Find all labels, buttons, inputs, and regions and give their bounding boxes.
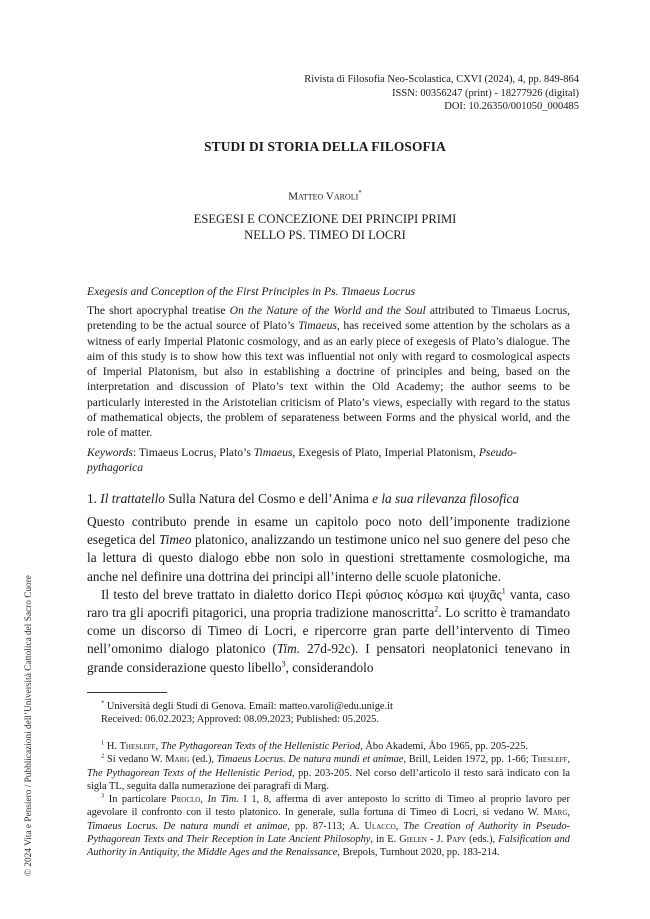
article-title: [0, 211, 650, 243]
footnote-text: The Pythagorean Texts of the Hellenistic Period: [87, 767, 293, 779]
footnote-text: I 1, 8, afferma di aver anteposto lo scritto di Timeo al proprio lavoro per agevolare il confronto con il testo platonico. In generale, sulla fortuna di Timeo di Locri, si vedano W.: [87, 794, 570, 819]
footnote-text: Università degli Studi di Genova. Email: matteo.varoli@edu.unige.it: [106, 701, 393, 712]
paragraph-text: . Lo scritto è tramandato come un discorso di Timeo di Locri, e ripercorre gran parte dell’intervento di Timeo nell’omonimo dialogo platonico (: [87, 605, 570, 657]
footnote-text: ,: [155, 741, 161, 752]
footnote-ref[interactable]: 3: [281, 659, 286, 669]
journal-citation: Rivista di Filosofia Neo-Scolastica, CXVI (2024), 4, pp. 849-864: [304, 74, 579, 85]
journal-doi: DOI: 10.26350/001050_000485: [444, 101, 579, 113]
paragraph-text: Questo contributo prende in esame un capitolo poco noto dell’imponente tradizione esegetica del: [87, 514, 570, 548]
footnote-text: , Brepols, Turnhout 2020, pp. 183-214.: [337, 847, 500, 859]
footnote-text: ,: [567, 754, 570, 766]
paragraph-text: , considerandolo: [285, 659, 374, 675]
footnote-text: In particolare: [108, 794, 171, 806]
footnotes: [87, 740, 570, 860]
footnote-text: Timaeus Locrus. De natura mundi et animae: [216, 754, 404, 766]
footnote-text: Marg: [165, 754, 190, 766]
footnote-text: In Tim.: [207, 794, 239, 806]
footnote-ref[interactable]: 1: [501, 586, 506, 596]
footnote-text: Proclo: [170, 794, 201, 806]
footnote-text: H.: [106, 741, 120, 752]
footnote-text: , pp. 87-113; A.: [287, 820, 365, 832]
paragraph-text: platonico, analizzando un testimone unico nel suo genere del peso che la lettura di questo dialogo ebbe non solo in questioni strettamente cosmologiche, ma anche nel definire una dottrina dei principi all’interno delle scuole platoniche.: [87, 532, 570, 584]
footnote-text: , in E.: [370, 834, 400, 846]
section-heading-text: Il trattatello: [100, 491, 165, 506]
section-heading-text: Sulla Natura del Cosmo e dell’Anima: [164, 491, 373, 506]
author-note-affiliation: [87, 700, 570, 713]
footnote-divider: [87, 692, 167, 693]
footnote-text: (ed.),: [189, 754, 217, 766]
article-title-line-2: NELLO PS. TIMEO DI LOCRI: [244, 228, 406, 242]
keywords-text: Timaeus: [253, 446, 293, 459]
author-footnote-mark: *: [358, 189, 362, 197]
footnote-text: Thesleff: [119, 741, 156, 752]
footnote-text: (eds.),: [466, 834, 499, 846]
section-number: 1.: [87, 491, 101, 506]
keywords-text: Pseudo-pythagorica: [87, 446, 517, 475]
paragraph: [87, 513, 570, 586]
footnote-text: Marg: [543, 807, 568, 819]
footnote-text: , pp. 203-205. Nel corso dell’articolo il testo sarà indicato con la sigla TL, seguita dalla numerazione dei paragrafi di Marg.: [87, 767, 570, 792]
footnote-1: [87, 740, 570, 753]
paragraph-text: Timeo: [158, 532, 192, 548]
footnote-text: The Pythagorean Texts of the Hellenistic Period: [160, 741, 361, 752]
abstract-text: , has received some attention by the scholars as a witness of early Imperial Platonic cosmology, and as an early piece of exegesis of Plato’s dialogue. The aim of this study is to show how this text was influential not only with regard to cosmological aspects of Imperial Platonism, but also in establishing a doctrine of principles and being, based on the interpretation and discussion of Plato’s text within the Old Academy; the author seems to be particularly interested in the Aristotelian criticism of Plato’s views, especially with regard to the status of mathematical objects, the problem of separateness between Forms and the physical world, and the role of matter.: [87, 319, 570, 440]
footnote-text: The Creation of Authority in Pseudo-Pythagorean Texts and Their Reception in Late Ancient Philosophy: [87, 820, 570, 846]
footnote-text: Gielen: [399, 834, 427, 846]
abstract-text: The short apocryphal treatise: [87, 304, 230, 317]
footnote-3: [87, 793, 570, 859]
footnote-text: Timaeus Locrus. De natura mundi et animae: [87, 820, 288, 832]
abstract: [87, 303, 570, 441]
author: [0, 189, 650, 203]
journal-issn: ISSN: 00356247 (print) - 18277926 (digital): [392, 87, 579, 99]
keywords-text: , Exegesis of Plato, Imperial Platonism,: [292, 446, 479, 459]
footnote-mark: *: [101, 699, 105, 707]
paragraph-text: Il testo del breve trattato in dialetto dorico Περὶ φύσιος κόσμω καὶ ψυχᾶς: [101, 586, 502, 602]
abstract-title: Exegesis and Conception of the First Principles in Ps. Timaeus Locrus: [87, 285, 416, 298]
article-title-line-1: ESEGESI E CONCEZIONE DEI PRINCIPI PRIMI: [193, 212, 457, 226]
footnote-mark: 3: [101, 792, 105, 800]
footnote-ref[interactable]: 2: [434, 604, 439, 614]
paragraph-text: vanta, caso raro tra gli apocrifi pitagorici, una propria tradizione manoscritta: [87, 586, 570, 621]
abstract-text: Timaeus: [298, 319, 337, 333]
body-text: [87, 513, 570, 677]
keywords-label: Keywords: [87, 446, 133, 459]
footnote-text: , Åbo Akademi, Åbo 1965, pp. 205-225.: [360, 741, 528, 752]
author-note: [87, 700, 570, 727]
footnote-text: Si vedano W.: [107, 754, 166, 766]
author-name: Matteo Varoli: [288, 190, 359, 203]
footnote-mark: 1: [101, 739, 105, 747]
keywords: [87, 445, 570, 476]
abstract-text: On the Nature of the World and the Soul: [229, 304, 426, 317]
abstract-text: attributed to Timaeus Locrus, pretending to be the actual source of Plato’s: [87, 304, 570, 333]
journal-header: [304, 73, 579, 114]
copyright-side-text: © 2024 Vita e Pensiero / Pubblicazioni dell’Università Cattolica del Sacro Cuore: [24, 575, 34, 876]
section-heading: [87, 491, 519, 507]
author-note-dates: Received: 06.02.2023; Approved: 08.09.2023; Published: 05.2025.: [101, 714, 379, 726]
footnote-text: ,: [200, 794, 208, 806]
footnote-mark: 2: [101, 752, 105, 760]
footnote-text: - J.: [426, 834, 447, 846]
section-heading-text: e la sua rilevanza filosofica: [372, 491, 520, 506]
paragraph-text: Tim.: [276, 641, 301, 657]
footnote-2: [87, 753, 570, 793]
footnote-text: Ulacco: [364, 820, 396, 832]
section-title: STUDI DI STORIA DELLA FILOSOFIA: [204, 139, 446, 154]
footnote-text: Papy: [446, 834, 467, 846]
footnote-text: , Brill, Leiden 1972, pp. 1-66;: [403, 754, 532, 766]
footnote-text: ,: [567, 807, 570, 819]
paragraph-text: 27d-92c). I pensatori neoplatonici tenevano in grande considerazione questo libello: [87, 641, 571, 675]
footnote-text: Thesleff: [531, 754, 568, 766]
keywords-text: : Timaeus Locrus, Plato’s: [132, 446, 254, 459]
footnote-text: Falsification and Authority in Antiquity, the Middle Ages and the Renaissance: [87, 834, 571, 859]
paragraph: [87, 586, 570, 677]
footnote-text: ,: [395, 820, 404, 832]
